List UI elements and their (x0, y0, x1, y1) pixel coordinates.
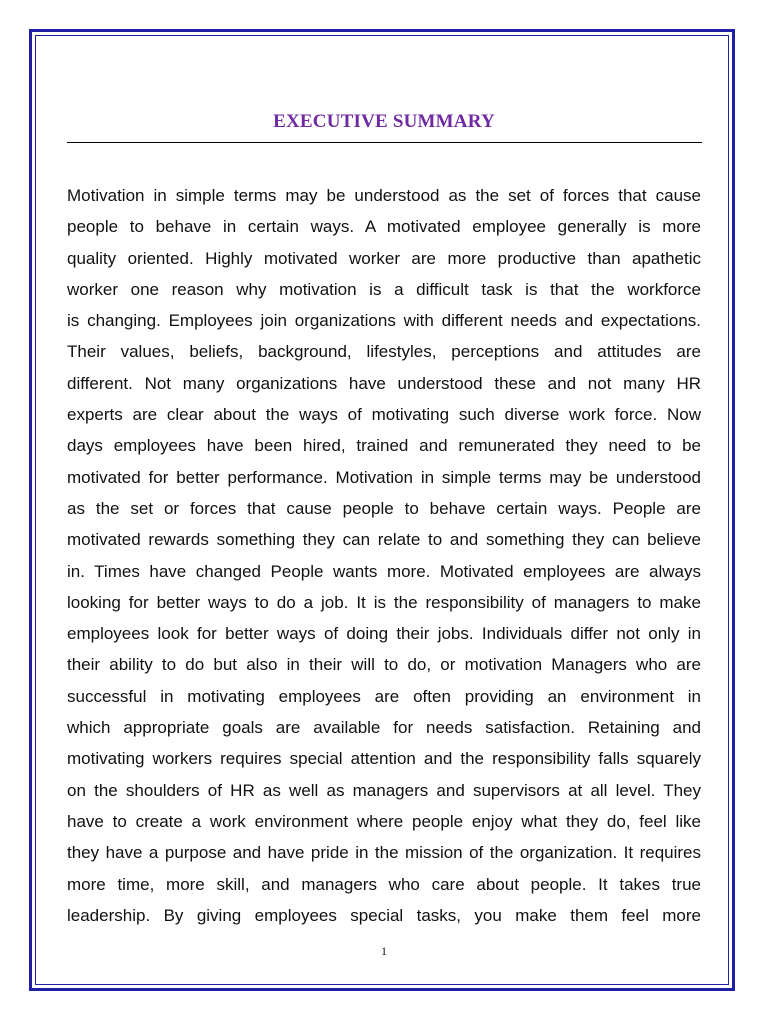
body-line: experts are clear about the ways of motivating such diverse work force. Now (67, 405, 701, 425)
body-line: Motivation in simple terms may be understood as the set of forces that cause (67, 186, 701, 205)
body-line: more time, more skill, and managers who care about people. It takes true (67, 874, 701, 894)
body-line: motivating workers requires special attention and the responsibility falls squarely (67, 749, 701, 769)
body-line: motivated rewards something they can relate to and something they can believe (67, 530, 701, 550)
body-line: in. Times have changed People wants more. Motivated employees are always (67, 561, 701, 581)
body-line: employees look for better ways of doing their jobs. Individuals differ not only in (67, 624, 701, 644)
body-line: their ability to do but also in their will to do, or motivation Managers who are (67, 655, 701, 675)
body-line: have to create a work environment where people enjoy what they do, feel like (67, 811, 701, 831)
body-line: is changing. Employees join organizations with different needs and expectations. (67, 311, 701, 331)
document-title: EXECUTIVE SUMMARY (273, 111, 495, 132)
title-divider (67, 142, 702, 143)
body-line: worker one reason why motivation is a difficult task is that the workforce (67, 279, 701, 299)
body-line: people to behave in certain ways. A motivated employee generally is more (67, 217, 701, 237)
body-line: quality oriented. Highly motivated worker are more productive than apathetic (67, 248, 701, 268)
body-line: they have a purpose and have pride in the mission of the organization. It requires (67, 843, 701, 863)
body-line: Their values, beliefs, background, lifestyles, perceptions and attitudes are (67, 342, 701, 362)
body-line: successful in motivating employees are often providing an environment in (67, 686, 701, 706)
body-line: looking for better ways to do a job. It is the responsibility of managers to make (67, 592, 701, 612)
body-line: which appropriate goals are available for needs satisfaction. Retaining and (67, 718, 701, 738)
body-line: days employees have been hired, trained and remunerated they need to be (67, 436, 701, 456)
body-line: on the shoulders of HR as well as managers and supervisors at all level. They (67, 780, 701, 800)
page-number: 1 (381, 944, 387, 958)
body-line: as the set or forces that cause people to behave certain ways. People are (67, 498, 701, 518)
body-line: different. Not many organizations have understood these and not many HR (67, 373, 701, 393)
body-line: leadership. By giving employees special tasks, you make them feel more (67, 905, 701, 925)
body-line: motivated for better performance. Motivation in simple terms may be understood (67, 467, 701, 487)
body-paragraph (67, 180, 701, 931)
